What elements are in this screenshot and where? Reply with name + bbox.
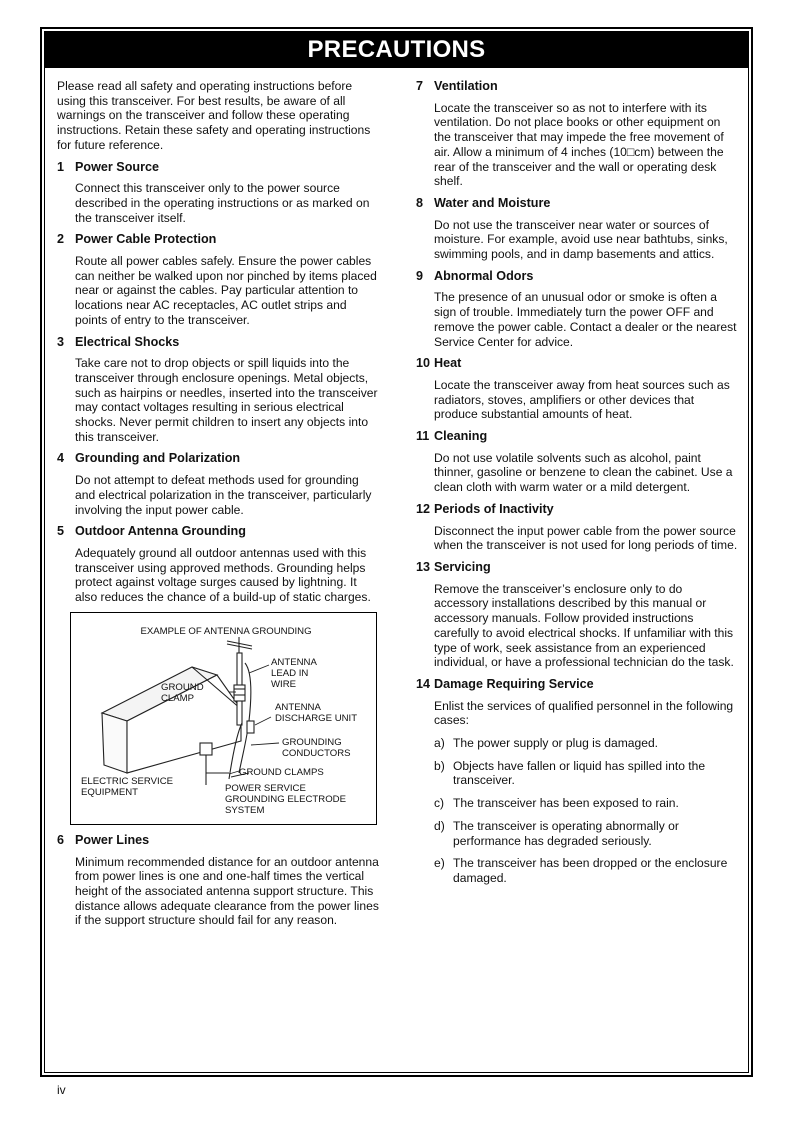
damage-case-text: The power supply or plug is damaged. — [453, 736, 659, 751]
section-number: 1 — [57, 159, 65, 174]
section-heading: Damage Requiring Service — [434, 676, 594, 691]
section-heading: Servicing — [434, 559, 491, 574]
section-number: 4 — [57, 451, 65, 466]
damage-case-letter: a) — [434, 736, 445, 751]
section-number: 7 — [416, 79, 424, 93]
section-body: Disconnect the input power cable from the power source when the transceiver is not used for long periods of time. — [434, 523, 738, 553]
section-heading: Ventilation — [434, 79, 498, 93]
section-heading: Cleaning — [434, 429, 488, 444]
section-heading: Periods of Inactivity — [434, 501, 554, 516]
section-body: Minimum recommended distance for an outdoor antenna from power lines is one and one-half times the vertical height of the associated antenna support structure. This distance allows adequate clearance from the power lines if the support structure should fail for any reason. — [75, 854, 379, 928]
section-number: 3 — [57, 334, 65, 349]
page-title: PRECAUTIONS — [44, 31, 749, 68]
section-number: 14 — [416, 676, 431, 691]
section-number: 12 — [416, 501, 431, 516]
section-number: 8 — [416, 195, 424, 210]
section-body: Locate the transceiver so as not to interfere with its ventilation. Do not place books or other equipment on the transceiver that may impede the free movement of air. Allow a minimum of 4 inches (10□cm) between the rear of the transceiver and the wall or operating desk shelf. — [434, 100, 724, 189]
section-number: 11 — [416, 429, 430, 444]
section-heading: Outdoor Antenna Grounding — [75, 524, 246, 539]
section-outdoor-antenna-grounding — [57, 524, 379, 605]
label-electric-service-1: ELECTRIC SERVICE — [81, 775, 174, 787]
damage-case-text: Objects have fallen or liquid has spilled into the transceiver. — [453, 758, 706, 788]
section-body: Connect this transceiver only to the power source described in the operating instructions or as marked on the transceiver itself. — [75, 181, 370, 225]
damage-case-text: The transceiver has been dropped or the enclosure damaged. — [453, 856, 728, 885]
label-antenna-lead-in-3: WIRE — [271, 678, 297, 690]
section-body: Route all power cables safely. Ensure the power cables can neither be walked upon nor pinched by items placed near or against the cables. Pay particular attention to locations near AC receptacles, AC outlet strips and points of entry to the transceiver. — [75, 254, 377, 327]
section-body: Adequately ground all outdoor antennas used with this transceiver using approved methods. Grounding helps protect against voltage surges caused by lightning. It also reduces the chance of a build-up of static charges. — [75, 545, 371, 605]
section-body: Do not attempt to defeat methods used for grounding and electrical polarization in the transceiver, particularly involving the input power cable. — [75, 473, 372, 517]
section-number: 10 — [416, 356, 431, 371]
section-damage-requiring-service — [416, 677, 738, 728]
label-ground-clamps: GROUND CLAMPS — [239, 766, 324, 778]
label-discharge-unit-1: ANTENNA — [275, 701, 321, 713]
page-number: iv — [57, 1083, 66, 1097]
section-number: 9 — [416, 268, 424, 283]
section-body: Take care not to drop objects or spill liquids into the transceiver through enclosure openings. Metal objects, such as hairpins or needles, inserted into the transceiver may contact voltages resulting in serious electrical shocks. Never permit children to insert any objects into this transceiver. — [75, 356, 378, 444]
section-grounding-polarization — [57, 451, 379, 517]
damage-case-letter: d) — [434, 818, 445, 833]
section-electrical-shocks — [57, 335, 379, 445]
section-body: Remove the transceiver’s enclosure only to do accessory installations described by this manual or accessory manuals. Follow provided instructions carefully to avoid electrical shocks. If unfamiliar with this type of work, seek assistance from an experienced individual, or have a professional technician do the task. — [434, 581, 734, 670]
section-cleaning — [416, 429, 738, 495]
label-antenna-lead-in-1: ANTENNA — [271, 656, 317, 668]
damage-case-letter: b) — [434, 758, 445, 773]
section-power-cable-protection — [57, 232, 379, 327]
section-body: Locate the transceiver away from heat sources such as radiators, stoves, amplifiers or other devices that produce substantial amounts of heat. — [434, 377, 730, 422]
section-number: 13 — [416, 559, 431, 574]
damage-case-letter: c) — [434, 796, 445, 811]
label-antenna-lead-in-2: LEAD IN — [271, 667, 309, 679]
damage-case-item — [434, 856, 738, 885]
damage-case-item — [434, 819, 738, 848]
label-grounding-conductors-1: GROUNDING — [282, 736, 342, 748]
section-body: Enlist the services of qualified personnel in the following cases: — [434, 698, 734, 728]
label-ground-clamp-1: GROUND — [161, 681, 204, 693]
section-heat — [416, 356, 738, 422]
section-body: The presence of an unusual odor or smoke is often a sign of trouble. Immediately turn the power OFF and remove the power cable. Contact a dealer or the nearest Service Center for advice. — [434, 290, 737, 349]
service-equipment-icon — [200, 743, 229, 785]
section-water-moisture — [416, 196, 738, 262]
section-periods-inactivity — [416, 502, 738, 553]
label-power-service-2: GROUNDING ELECTRODE — [225, 793, 346, 805]
label-discharge-unit-2: DISCHARGE UNIT — [275, 712, 358, 724]
label-ground-clamp-2: CLAMP — [161, 692, 195, 704]
section-heading: Power Source — [75, 159, 159, 174]
section-heading: Power Cable Protection — [75, 232, 217, 247]
damage-case-letter: e) — [434, 856, 445, 871]
label-grounding-conductors-2: CONDUCTORS — [282, 747, 351, 759]
section-heading: Electrical Shocks — [75, 334, 180, 349]
damage-case-text: The transceiver is operating abnormally or performance has degraded seriously. — [453, 818, 679, 848]
section-heading: Power Lines — [75, 832, 150, 847]
damage-case-text: The transceiver has been exposed to rain. — [453, 796, 679, 811]
section-number: 2 — [57, 232, 65, 247]
label-power-service-3: SYSTEM — [225, 804, 265, 816]
section-ventilation — [416, 79, 738, 189]
section-body: Do not use the transceiver near water or sources of moisture. For example, avoid use near bathtubs, sinks, swimming pools, and in damp basements and attics. — [434, 217, 728, 262]
label-electric-service-2: EQUIPMENT — [81, 786, 139, 798]
antenna-grounding-illustration — [71, 613, 376, 824]
damage-case-item — [434, 759, 738, 788]
damage-case-item — [434, 796, 738, 811]
diagram-title: EXAMPLE OF ANTENNA GROUNDING — [140, 625, 312, 637]
section-number: 5 — [57, 524, 65, 539]
section-servicing — [416, 560, 738, 670]
section-body: Do not use volatile solvents such as alcohol, paint thinner, gasoline or benzene to clean the cabinet. Use a clean cloth with warm water or a mild detergent. — [434, 450, 733, 495]
intro-paragraph: Please read all safety and operating instructions before using this transceiver. For best results, be aware of all warnings on the transceiver and follow these operating instructions. Retain these safety and operating instructions for future reference. — [57, 79, 371, 152]
label-power-service-1: POWER SERVICE — [225, 782, 306, 794]
left-column — [57, 79, 379, 935]
section-power-source — [57, 160, 379, 226]
antenna-grounding-diagram — [70, 612, 377, 825]
section-heading: Grounding and Polarization — [75, 451, 241, 466]
section-power-lines — [57, 833, 379, 928]
section-heading: Heat — [434, 356, 462, 371]
section-heading: Water and Moisture — [434, 195, 551, 210]
section-number: 6 — [57, 832, 65, 847]
right-column — [416, 79, 738, 894]
damage-case-item — [434, 736, 738, 751]
section-heading: Abnormal Odors — [434, 268, 534, 283]
section-abnormal-odors — [416, 269, 738, 350]
